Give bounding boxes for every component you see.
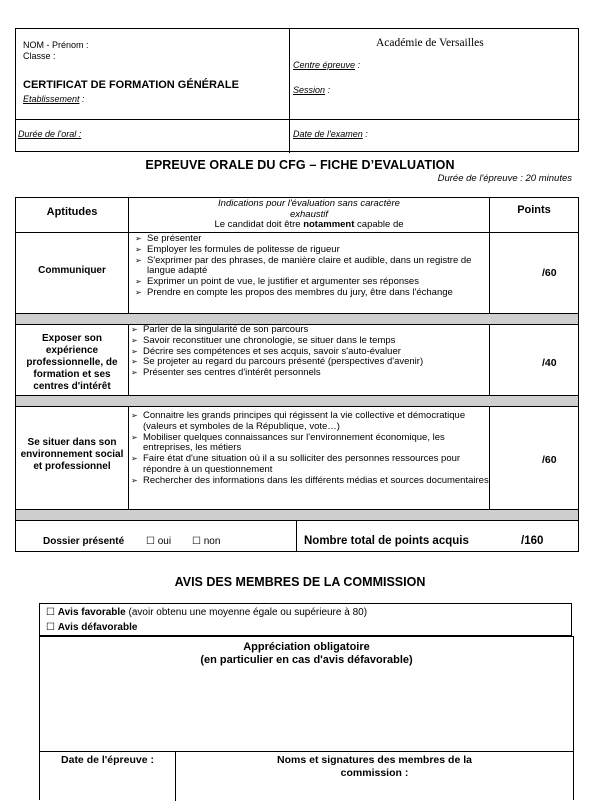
row-communiquer-list: [133, 234, 489, 299]
list-item: ➢ Mobiliser quelques connaissances sur l'environnement économique, les entreprises, les métiers: [129, 433, 489, 455]
list-item: ➢ Se présenter: [133, 234, 489, 245]
points-communiquer: /60: [542, 267, 557, 279]
col-header-points: Points: [517, 204, 551, 216]
list-item: ➢ Savoir reconstituer une chronologie, se situer dans le temps: [129, 336, 489, 347]
candidate-header-box: [15, 28, 579, 152]
header-horizontal-divider: [16, 119, 580, 120]
noms-signatures-label: [176, 754, 573, 780]
etablissement-field[interactable]: [23, 94, 85, 104]
aptitude-se-situer: Se situer dans son environnement social et professionnel: [20, 437, 124, 472]
dossier-presente-label: Dossier présenté: [43, 536, 125, 547]
appreciation-line-2: (en particulier en cas d'avis défavorable): [200, 654, 413, 666]
header-vertical-divider: [289, 29, 290, 153]
avis-box: [39, 603, 572, 636]
row-divider: [16, 520, 578, 521]
date-epreuve-label: Date de l'épreuve :: [61, 754, 154, 766]
session-suffix: :: [325, 85, 331, 95]
noms-line-1: Noms et signatures des membres de la: [277, 754, 472, 766]
appreciation-header: [40, 641, 573, 667]
list-item: ➢ Décrire ses compétences et ses acquis, savoir s'auto-évaluer: [129, 347, 489, 358]
etablissement-label: Etablissement: [23, 94, 80, 104]
avis-defavorable-label: Avis défavorable: [57, 622, 138, 633]
list-item: ➢ S'exprimer par des phrases, de manière claire et audible, dans un registre de langue adapté: [133, 256, 489, 278]
evaluation-table: [15, 197, 579, 552]
aptitude-communiquer: Communiquer: [38, 265, 106, 276]
row-se-situer-list: [129, 411, 489, 487]
classe-field[interactable]: Classe :: [23, 51, 56, 61]
list-item: ➢ Employer les formules de politesse de rigueur: [133, 245, 489, 256]
signature-row-top: [40, 751, 573, 752]
checkbox-icon: ☐: [46, 607, 55, 618]
col-header-aptitudes: Aptitudes: [46, 206, 98, 218]
certificat-title: CERTIFICAT DE FORMATION GÉNÉRALE: [23, 79, 239, 91]
dossier-oui-checkbox[interactable]: [146, 536, 171, 547]
checkbox-icon: ☐: [46, 622, 55, 633]
dossier-non-checkbox[interactable]: [192, 536, 220, 547]
session-field[interactable]: [293, 85, 330, 95]
gray-separator: [16, 510, 578, 520]
list-item: ➢ Connaitre les grands principes qui régissent la vie collective et démocratique (valeurs et symboles de la République, vote…): [129, 411, 489, 433]
indications-line-1: Indications pour l'évaluation sans caractère: [218, 198, 400, 209]
non-label: non: [203, 536, 221, 547]
avis-title: AVIS DES MEMBRES DE LA COMMISSION: [174, 575, 426, 589]
noms-line-2: commission :: [340, 767, 409, 779]
gray-separator: [16, 314, 578, 324]
indications-line-3a: Le candidat doit être: [214, 219, 304, 230]
avis-defavorable-checkbox[interactable]: [46, 622, 137, 633]
avis-favorable-note: (avoir obtenu une moyenne égale ou supérieure à 80): [125, 607, 368, 618]
header-row-bottom: [16, 232, 578, 233]
points-se-situer: /60: [542, 454, 557, 466]
points-exposer: /40: [542, 357, 557, 369]
row-exposer-list: [129, 325, 489, 379]
gray-separator: [16, 396, 578, 406]
checkbox-icon: ☐: [146, 536, 155, 547]
appreciation-line-1: Appréciation obligatoire: [243, 641, 370, 653]
total-points-label: Nombre total de points acquis: [304, 535, 469, 547]
row-divider: [16, 406, 578, 407]
date-examen-label: Date de l'examen: [293, 129, 363, 139]
appreciation-box[interactable]: [39, 636, 574, 800]
session-label: Session: [293, 85, 326, 95]
list-item: ➢ Présenter ses centres d'intérêt personnels: [129, 368, 489, 379]
date-examen-field[interactable]: [293, 129, 368, 139]
indications-notamment: notamment: [303, 219, 355, 230]
col-header-indications: [129, 199, 489, 231]
list-item: ➢ Exprimer un point de vue, le justifier et argumenter ses réponses: [133, 277, 489, 288]
centre-epreuve-field[interactable]: [293, 60, 360, 70]
list-item: ➢ Se projeter au regard du parcours présenté (perspectives d'avenir): [129, 357, 489, 368]
duree-oral-field[interactable]: Durée de l'oral :: [18, 129, 82, 139]
checkbox-icon: ☐: [192, 536, 201, 547]
nom-prenom-field[interactable]: NOM - Prénom :: [23, 40, 89, 50]
date-examen-suffix: :: [362, 129, 368, 139]
list-item: ➢ Prendre en compte les propos des membres du jury, être dans l'échange: [133, 288, 489, 299]
list-item: ➢ Parler de la singularité de son parcours: [129, 325, 489, 336]
centre-epreuve-suffix: :: [355, 60, 361, 70]
page-title: EPREUVE ORALE DU CFG – FICHE D’EVALUATION: [145, 158, 455, 172]
indications-line-3: [129, 220, 489, 231]
avis-favorable-label: Avis favorable: [57, 607, 126, 618]
total-divider: [296, 521, 297, 552]
duree-epreuve: Durée de l'épreuve : 20 minutes: [437, 173, 572, 184]
total-points-value: /160: [521, 535, 544, 547]
indications-line-2: exhaustif: [289, 208, 329, 220]
col-divider-2: [489, 198, 490, 518]
avis-favorable-checkbox[interactable]: [46, 607, 367, 618]
list-item: ➢ Faire état d'une situation où il a su solliciter des personnes ressources pour répondre à un questionnement: [129, 454, 489, 476]
oui-label: oui: [157, 536, 172, 547]
aptitude-exposer: Exposer son expérience professionnelle, de formation et ses centres d'intérêt: [26, 333, 118, 392]
centre-epreuve-label: Centre épreuve: [293, 60, 356, 70]
academie-label: Académie de Versailles: [376, 37, 484, 49]
indications-line-3c: capable de: [354, 219, 404, 230]
list-item: ➢ Rechercher des informations dans les différents médias et sources documentaires: [129, 476, 489, 487]
etablissement-suffix: :: [79, 94, 85, 104]
